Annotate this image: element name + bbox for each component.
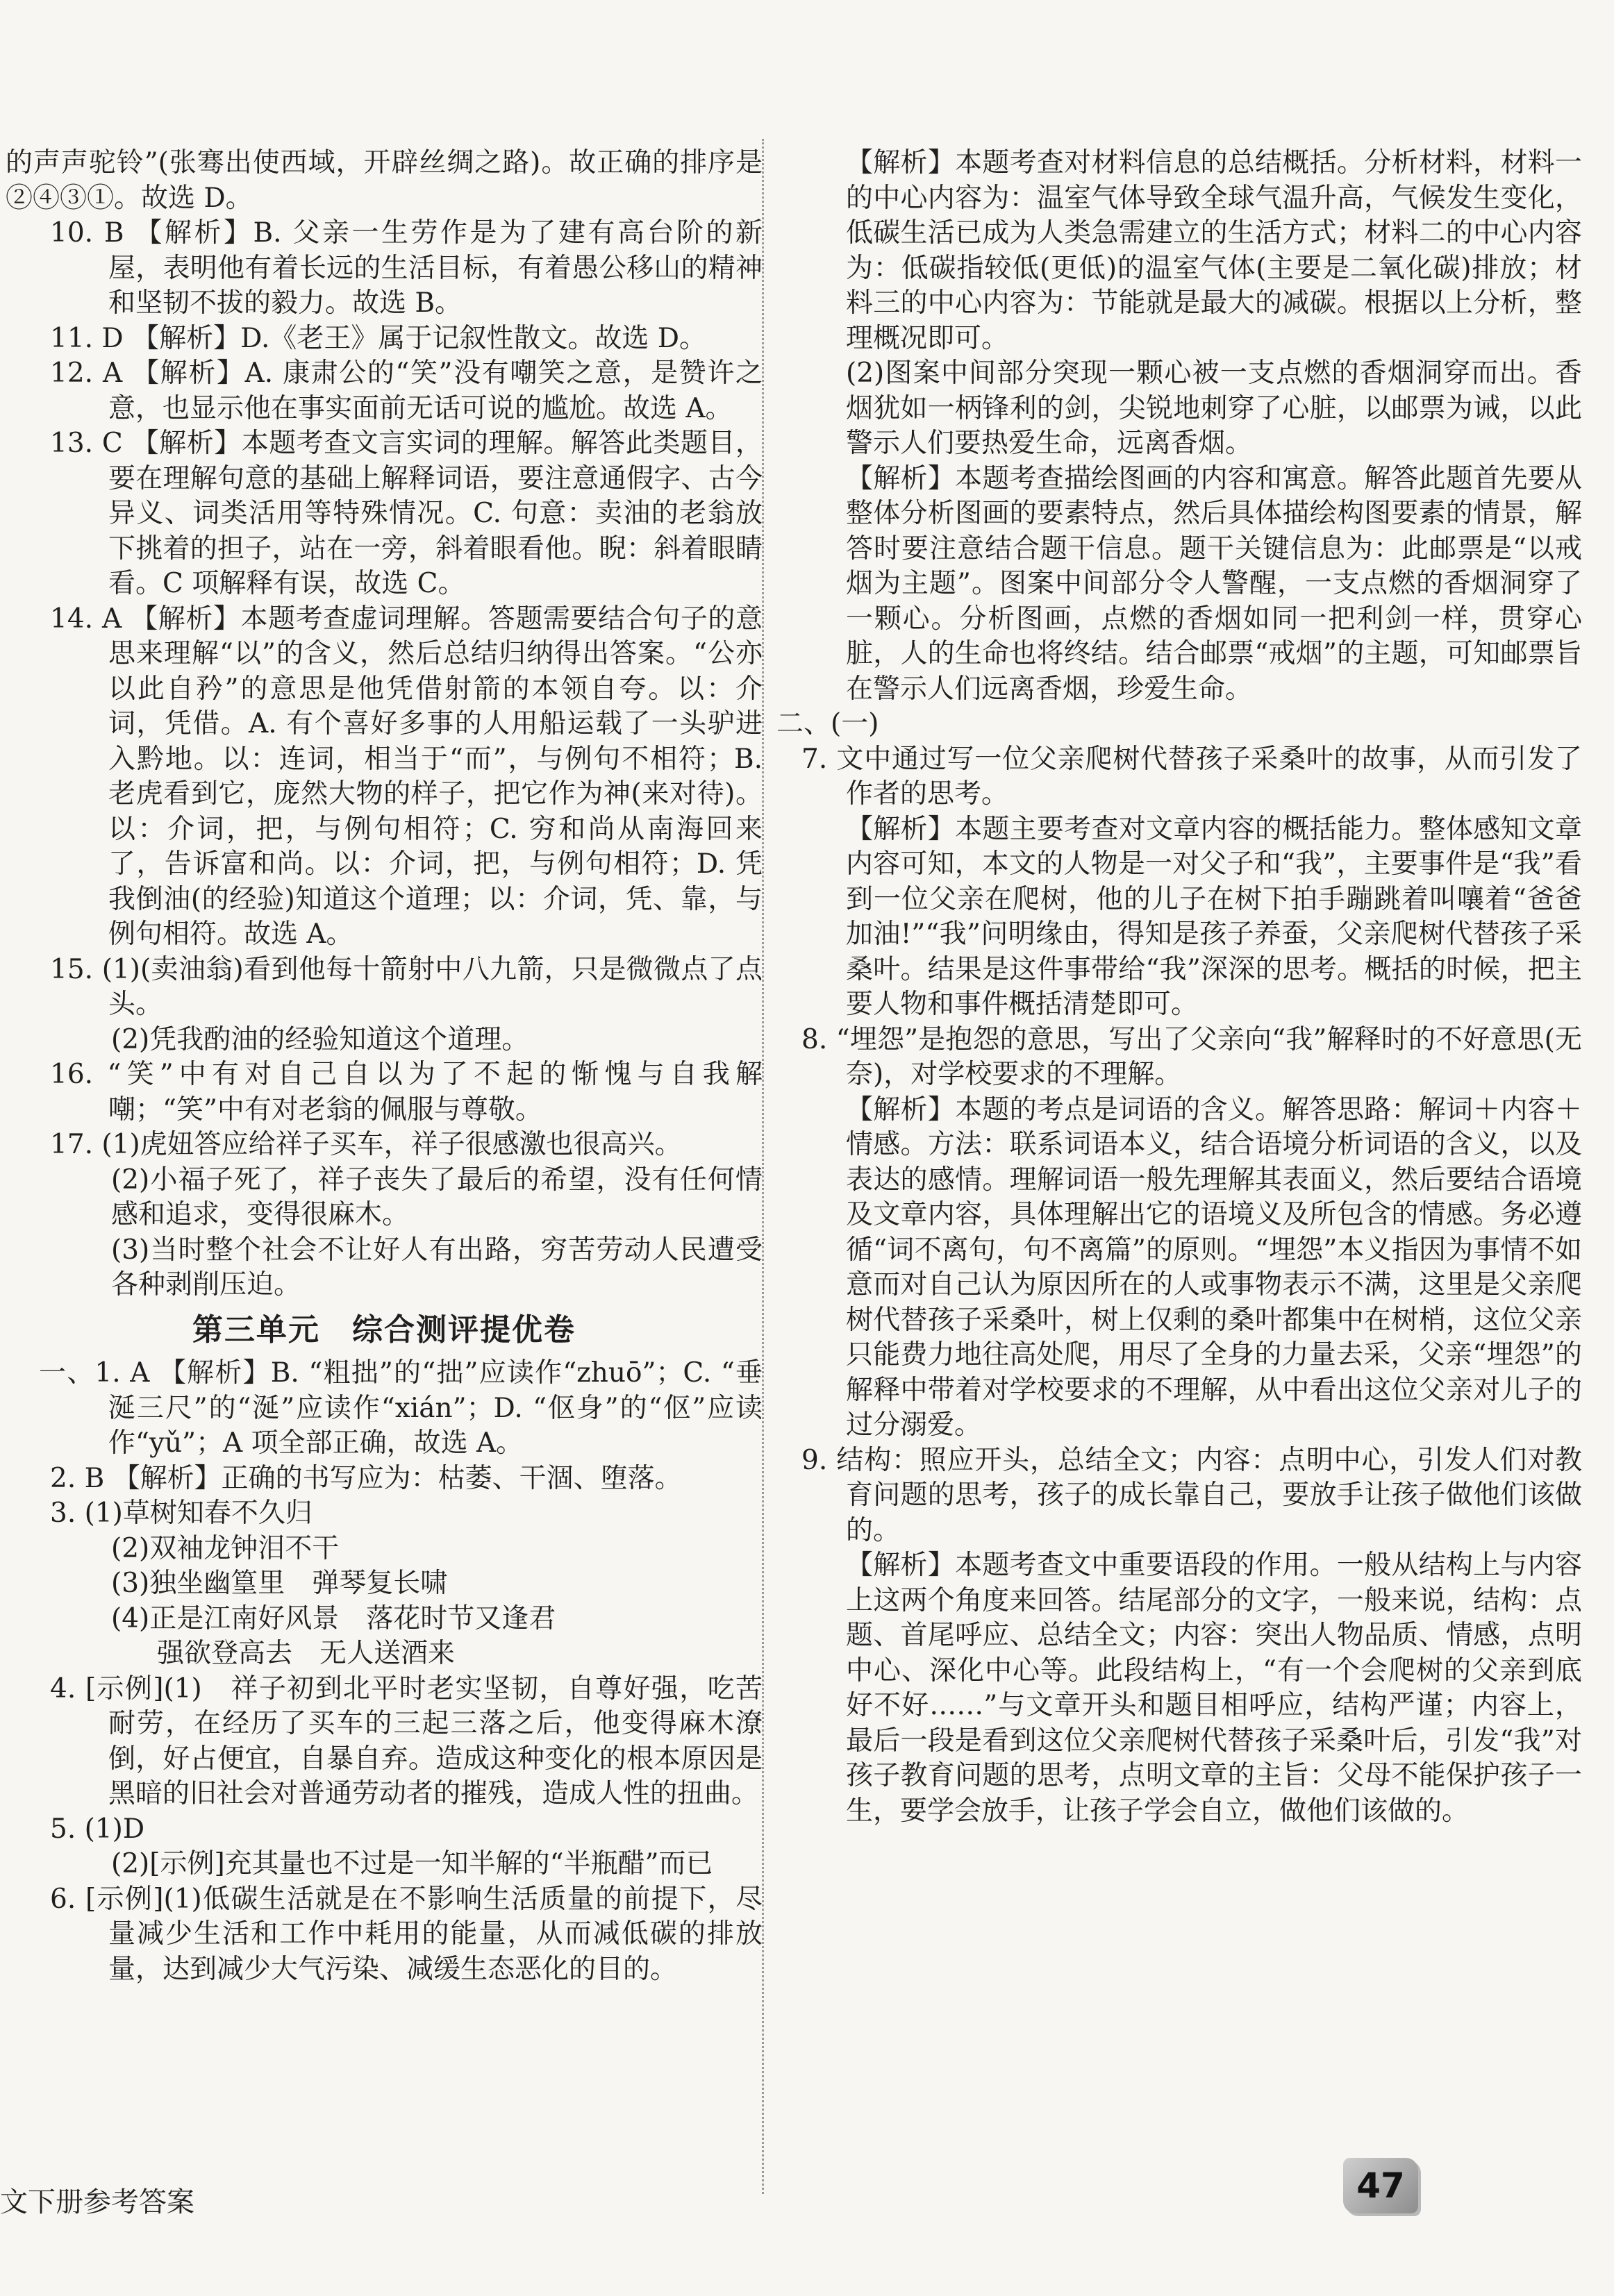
answer-paragraph: (2)图案中间部分突现一颗心被一支点燃的香烟洞穿而出。香烟犹如一柄锋利的剑，尖锐地刺穿了心脏，以邮票为诫，以此警示人们要热爱生命，远离香烟。 (846, 358, 1582, 459)
answer-paragraph: 4. [示例](1) 祥子初到北平时老实坚韧，自尊好强，吃苦耐劳，在经历了买车的三起三落之后，他变得麻木潦倒，好占便宜，自暴自弃。造成这种变化的根本原因是黑暗的旧社会对普通劳动者的摧残，造成人性的扭曲。 (50, 1673, 763, 1809)
answer-paragraph: (2)[示例]充其量也不过是一知半解的“半瓶醋”而已 (111, 1848, 713, 1879)
answer-paragraph: (3)独坐幽篁里 弹琴复长啸 (111, 1568, 448, 1599)
answer-paragraph: 12. A 【解析】A. 康肃公的“笑”没有嘲笑之意，是赞许之意，也显示他在事实面前无话可说的尴尬。故选 A。 (50, 358, 763, 424)
answer-paragraph: 6. [示例](1)低碳生活就是在不影响生活质量的前提下，尽量减少生活和工作中耗用的能量，从而减低碳的排放量，达到减少大气污染、减缓生态恶化的目的。 (50, 1883, 763, 1985)
answer-paragraph: 2. B 【解析】正确的书写应为：枯萎、干涸、堕落。 (50, 1462, 682, 1494)
answer-paragraph: 【解析】本题考查文中重要语段的作用。一般从结构上与内容上这两个角度来回答。结尾部分的文字，一般来说，结构：点题、首尾呼应、总结全文；内容：突出人物品质、情感，点明中心、深化中心等。此段结构上，“有一个会爬树的父亲到底好不好……”与文章开头和题目相呼应，结构严谨；内容上，最后一段是看到这位父亲爬树代替孩子采桑叶后，引发“我”对孩子教育问题的思考，点明文章的主旨：父母不能保护孩子一生，要学会放手，让孩子学会自立，做他们该做的。 (846, 1550, 1582, 1827)
answer-paragraph: 强欲登高去 无人送酒来 (157, 1638, 456, 1669)
answer-paragraph: 15. (1)(卖油翁)看到他每十箭射中八九箭，只是微微点了点头。 (50, 953, 763, 1020)
answer-paragraph: 【解析】本题考查描绘图画的内容和寓意。解答此题首先要从整体分析图画的要素特点，然后具体描绘构图要素的情景，解答时要注意结合题干信息。题干关键信息为：此邮票是“以戒烟为主题”。图案中间部分令人警醒，一支点燃的香烟洞穿了一颗心。分析图画，点燃的香烟如同一把利剑一样，贯穿心脏，人的生命也将终结。结合邮票“戒烟”的主题，可知邮票旨在警示人们远离香烟，珍爱生命。 (846, 462, 1582, 705)
answer-paragraph: 14. A 【解析】本题考查虚词理解。答题需要结合句子的意思来理解“以”的含义，然后总结归纳得出答案。“公亦以此自矜”的意思是他凭借射箭的本领自夸。以：介词，凭借。A. 有个喜好多事的人用船运载了一头驴进入黔地。以：连词，相当于“而”，与例句不相符；B. 老虎看到它，庞然大物的样子，把它作为神(来对待)。以：介词，把，与例句相符；C. 穷和尚从南海回来了，告诉富和尚。以：介词，把，与例句相符；D. 凭我倒油(的经验)知道这个道理；以：介词，凭、靠，与例句相符。故选 A。 (50, 603, 763, 950)
answer-paragraph: 二、(一) (776, 708, 879, 739)
answer-paragraph: 【解析】本题主要考查对文章内容的概括能力。整体感知文章内容可知，本文的人物是一对父子和“我”，主要事件是“我”看到一位父亲在爬树，他的儿子在树下拍手蹦跳着叫嚷着“爸爸加油!”“我”问明缘由，得知是孩子养蚕，父亲爬树代替孩子采桑叶。结果是这件事带给“我”深深的思考。概括的时候，把主要人物和事件概括清楚即可。 (846, 813, 1582, 1020)
answer-paragraph: 10. B 【解析】B. 父亲一生劳作是为了建有高台阶的新屋，表明他有着长远的生活目标，有着愚公移山的精神和坚韧不拔的毅力。故选 B。 (50, 217, 763, 319)
answer-paragraph: 【解析】本题的考点是词语的含义。解答思路：解词＋内容＋情感。方法：联系词语本义，结合语境分析词语的含义，以及表达的感情。理解词语一般先理解其表面义，然后要结合语境及文章内容，具体理解出它的语境义及所包含的情感。务必遵循“词不离句，句不离篇”的原则。“埋怨”本义指因为事情不如意而对自己认为原因所在的人或事物表示不满，这里是父亲爬树代替孩子采桑叶，树上仅剩的桑叶都集中在树梢，这位父亲只能费力地往高处爬，用尽了全身的力量去采，父亲“埋怨”的解释中带着对学校要求的不理解，从中看出这位父亲对儿子的过分溺爱。 (846, 1093, 1582, 1441)
left-column (6, 146, 763, 1987)
answer-paragraph: (2)凭我酌油的经验知道这个道理。 (111, 1023, 529, 1055)
answer-paragraph: 17. (1)虎妞答应给祥子买车，祥子很感激也很高兴。 (50, 1129, 682, 1160)
answer-paragraph: 9. 结构：照应开头，总结全文；内容：点明中心，引发人们对教育问题的思考，孩子的成长靠自己，要放手让孩子做他们该做的。 (801, 1444, 1582, 1546)
answer-paragraph: 11. D 【解析】D.《老王》属于记叙性散文。故选 D。 (50, 322, 707, 354)
answer-paragraph: 3. (1)草树知春不久归 (50, 1498, 313, 1529)
answer-paragraph: 13. C 【解析】本题考查文言实词的理解。解答此类题目，要在理解句意的基础上解释词语，要注意通假字、古今异义、词类活用等特殊情况。C. 句意：卖油的老翁放下挑着的担子，站在一旁，斜着眼看他。睨：斜着眼睛看。C 项解释有误，故选 C。 (50, 428, 763, 599)
answer-paragraph: 一、1. A 【解析】B. “粗拙”的“拙”应读作“zhuō”；C. “垂涎三尺”的“涎”应读作“xián”；D. “伛身”的“伛”应读作“yǔ”；A 项全部正确，故选 A。 (39, 1357, 763, 1459)
page-number-badge: 47 (1343, 2158, 1418, 2213)
footer-book-title: 文下册参考答案 (0, 2186, 194, 2218)
answer-paragraph: 5. (1)D (50, 1813, 145, 1845)
answer-paragraph: 7. 文中通过写一位父亲爬树代替孩子采桑叶的故事，从而引发了作者的思考。 (801, 743, 1582, 810)
answer-paragraph: 16. “笑”中有对自己自以为了不起的惭愧与自我解嘲；“笑”中有对老翁的佩服与尊敬。 (50, 1059, 763, 1125)
right-column (776, 146, 1582, 1829)
answer-paragraph: (3)当时整个社会不让好人有出路，穷苦劳动人民遭受各种剥削压迫。 (111, 1234, 763, 1300)
answer-paragraph: (2)双袖龙钟泪不干 (111, 1532, 340, 1564)
answer-paragraph: 8. “埋怨”是抱怨的意思，写出了父亲向“我”解释时的不好意思(无奈)，对学校要求的不理解。 (801, 1023, 1582, 1090)
answer-paragraph: (4)正是江南好风景 落花时节又逢君 (111, 1602, 556, 1634)
section-title: 第三单元 综合测评提优卷 (192, 1312, 576, 1348)
answer-paragraph: (2)小福子死了，祥子丧失了最后的希望，没有任何情感和追求，变得很麻木。 (111, 1164, 763, 1230)
answer-paragraph: 的声声驼铃”(张骞出使西域，开辟丝绸之路)。故正确的排序是②④③①。故选 D。 (6, 147, 763, 214)
answer-paragraph: 【解析】本题考查对材料信息的总结概括。分析材料，材料一的中心内容为：温室气体导致全球气温升高，气候发生变化，低碳生活已成为人类急需建立的生活方式；材料二的中心内容为：低碳指较低(更低)的温室气体(主要是二氧化碳)排放；材料三的中心内容为：节能就是最大的减碳。根据以上分析，整理概况即可。 (846, 147, 1582, 354)
